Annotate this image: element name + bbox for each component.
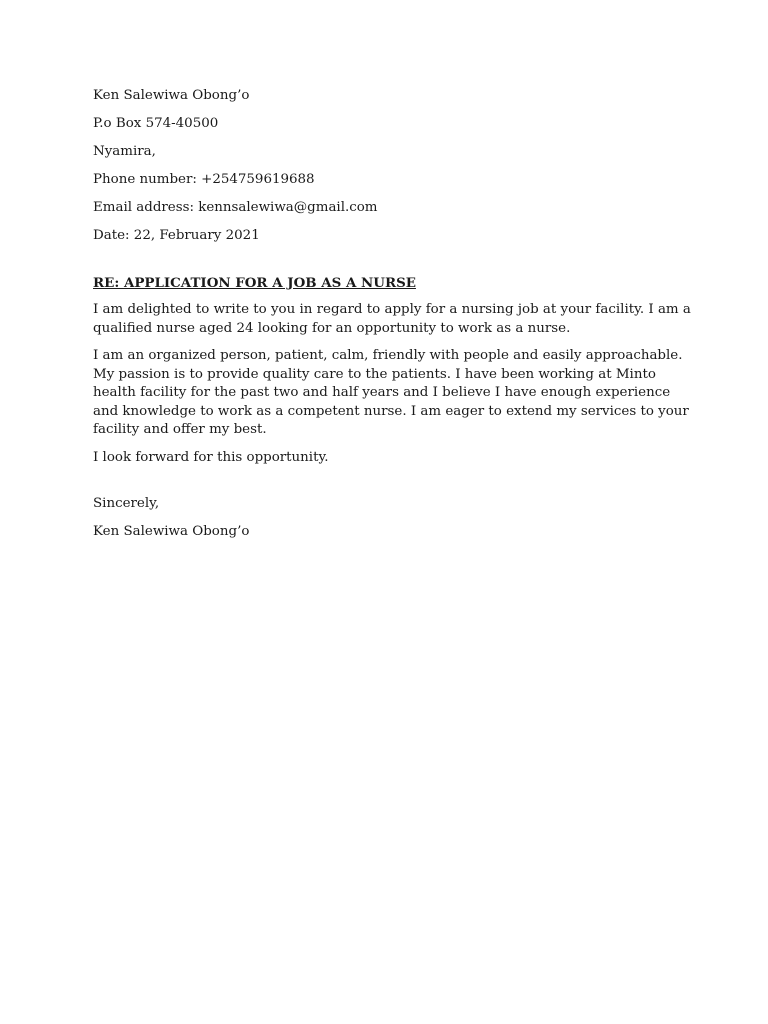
body-paragraph-1: I am delighted to write to you in regard to apply for a nursing job at your facility. I am a qualified nurse aged 24 looking for an opportunity to work as a nurse. [93,302,691,336]
body-paragraph-2: I am an organized person, patient, calm, friendly with people and easily approachable. My passion is to provide quality care to the patients. I have been working at Minto health facility for the past two and half years and I believe I have enough experience and knowledge to work as a competent nurse. I am eager to extend my services to your facility and offer my best. [93,348,689,437]
sender-town: Nyamira, [93,144,156,159]
body-paragraph-3: I look forward for this opportunity. [93,449,329,465]
sender-email: Email address: kennsalewiwa@gmail.com [93,200,378,215]
closing-salutation: Sincerely, [93,496,160,511]
sender-name: Ken Salewiwa Obong’o [93,88,250,103]
letter [93,87,693,551]
sender-block [93,87,693,246]
letter-date: Date: 22, February 2021 [93,228,260,243]
subject-line: RE: APPLICATION FOR A JOB AS A NURSE [93,274,416,291]
letter-body [93,301,693,467]
closing-block [93,495,693,542]
sender-phone: Phone number: +254759619688 [93,172,315,187]
signature-name: Ken Salewiwa Obong’o [93,524,250,539]
sender-address: P.o Box 574-40500 [93,116,219,131]
